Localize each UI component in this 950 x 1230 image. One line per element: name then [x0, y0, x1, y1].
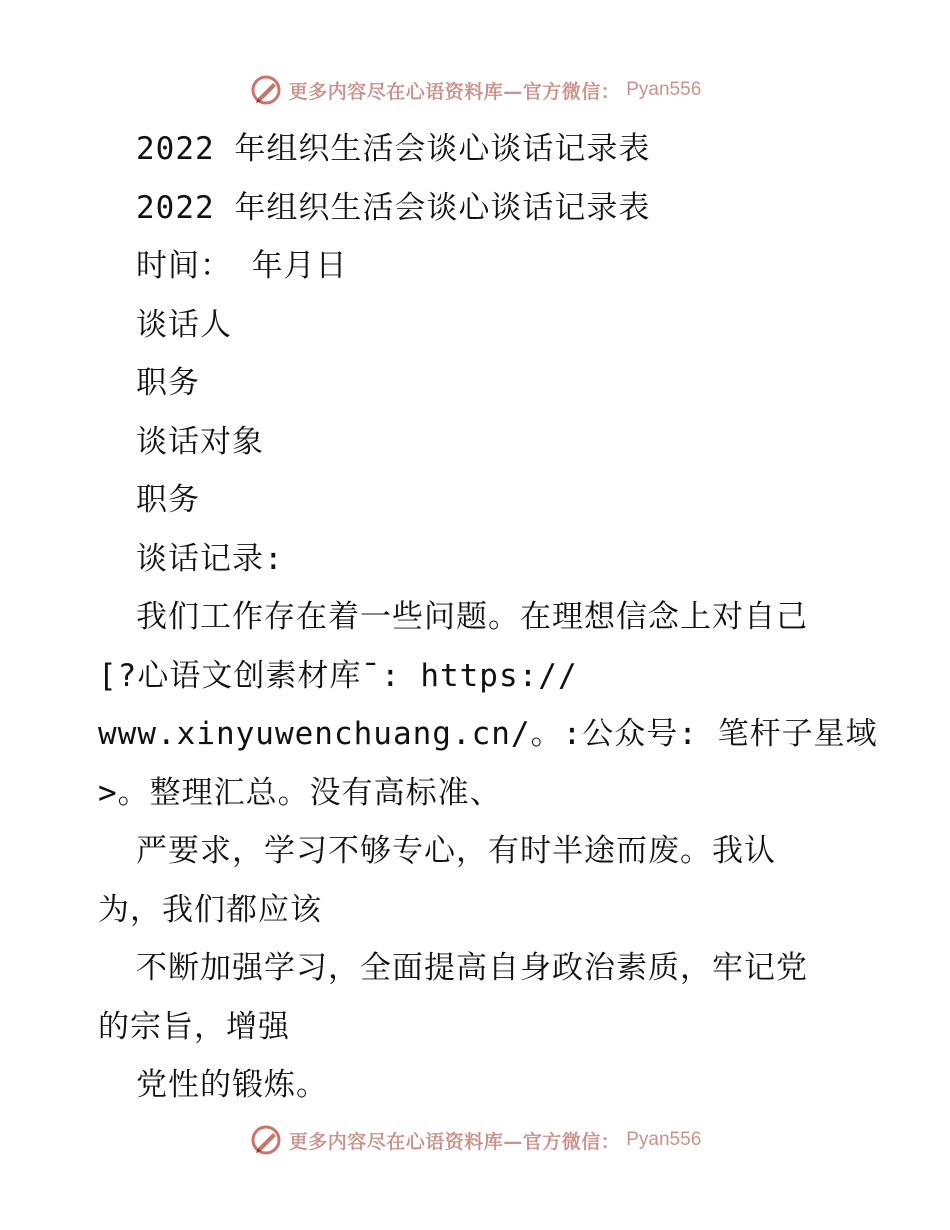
body-line: 党性的锻炼。 — [136, 1067, 328, 1103]
field-time: 时间： 年月日 — [136, 248, 348, 284]
pen-logo-icon — [249, 1123, 283, 1157]
doc-title-repeat: 2022 年组织生活会谈心谈话记录表 — [136, 189, 651, 226]
body-line: 的宗旨，增强 — [98, 1008, 290, 1045]
body-line: www.xinyuwenchuang.cn/。:公众号: 笔杆子星域 — [98, 716, 878, 752]
body-line: 不断加强学习，全面提高自身政治素质，牢记党 — [136, 950, 808, 986]
header-watermark — [0, 70, 950, 110]
field-interviewer: 谈话人 — [136, 306, 232, 343]
field-interviewee-position: 职务 — [136, 482, 200, 518]
body-line: 严要求，学习不够专心，有时半途而废。我认 — [136, 833, 776, 869]
field-interviewee: 谈话对象 — [136, 423, 264, 460]
footer-watermark — [0, 1120, 950, 1160]
body-line: [?心语文创素材库¯: https:// — [98, 657, 578, 694]
field-record-label: 谈话记录: — [136, 540, 284, 577]
watermark-text: 更多内容尽在心语资料库—官方微信： — [288, 1130, 621, 1153]
watermark-text: 更多内容尽在心语资料库—官方微信： — [288, 80, 621, 103]
field-interviewer-position: 职务 — [136, 365, 200, 401]
document-body — [98, 120, 878, 1115]
body-line: 为，我们都应该 — [98, 891, 322, 928]
body-line: 我们工作存在着一些问题。在理想信念上对自己 — [136, 599, 808, 635]
watermark-wechat-id: Pyan556 — [626, 79, 702, 100]
body-line: >。整理汇总。没有高标准、 — [98, 774, 502, 811]
pen-logo-icon — [249, 73, 283, 107]
doc-title: 2022 年组织生活会谈心谈话记录表 — [136, 131, 651, 167]
watermark-wechat-id: Pyan556 — [626, 1129, 702, 1150]
